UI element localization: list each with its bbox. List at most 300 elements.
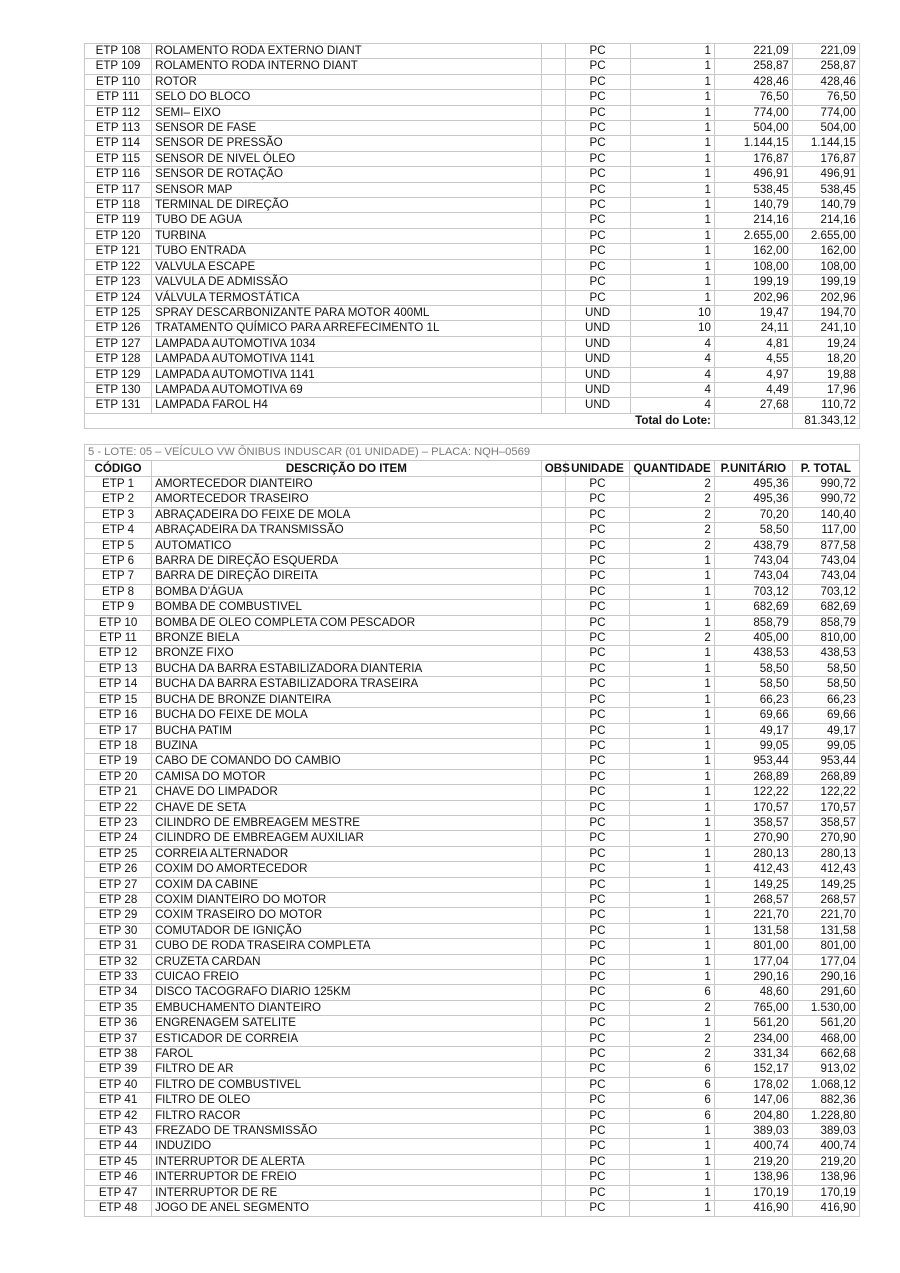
- lot-total-row: [85, 413, 860, 428]
- item-obs: [541, 1016, 565, 1031]
- item-unit-price: 162,00: [714, 244, 792, 259]
- item-total-price: 400,74: [792, 1139, 859, 1154]
- lot-total-spacer: [714, 413, 792, 428]
- item-unit: PC: [565, 646, 630, 661]
- item-obs: [541, 352, 565, 367]
- item-quantity: 6: [630, 1093, 714, 1108]
- item-quantity: 2: [630, 1047, 714, 1062]
- item-code: ETP 128: [85, 352, 152, 367]
- item-unit: PC: [565, 1000, 630, 1015]
- header-unit-price: P.UNITÁRIO: [714, 461, 792, 477]
- item-total-price: 140,40: [792, 507, 859, 522]
- item-obs: [541, 1124, 565, 1139]
- item-description: FILTRO DE OLEO: [152, 1093, 542, 1108]
- item-quantity: 1: [630, 259, 714, 274]
- item-total-price: 1.144,15: [792, 136, 859, 151]
- item-quantity: 1: [630, 970, 714, 985]
- item-quantity: 1: [630, 785, 714, 800]
- item-obs: [541, 492, 565, 507]
- table-row: [85, 1077, 860, 1092]
- item-description: CUICAO FREIO: [152, 970, 542, 985]
- item-unit: PC: [565, 631, 630, 646]
- item-description: BARRA DE DIREÇÃO DIREITA: [152, 569, 542, 584]
- item-code: ETP 35: [85, 1000, 152, 1015]
- table-row: [85, 661, 860, 676]
- item-quantity: 6: [630, 1062, 714, 1077]
- item-description: SPRAY DESCARBONIZANTE PARA MOTOR 400ML: [152, 305, 542, 320]
- lot-4-items-table: [84, 43, 860, 429]
- item-unit-price: 219,20: [714, 1154, 792, 1169]
- item-quantity: 1: [630, 105, 714, 120]
- item-total-price: 58,50: [792, 677, 859, 692]
- item-unit: PC: [565, 507, 630, 522]
- item-description: INTERRUPTOR DE RE: [152, 1185, 542, 1200]
- item-unit: PC: [565, 1062, 630, 1077]
- item-description: AMORTECEDOR TRASEIRO: [152, 492, 542, 507]
- item-description: BARRA DE DIREÇÃO ESQUERDA: [152, 554, 542, 569]
- item-quantity: 1: [630, 877, 714, 892]
- item-obs: [541, 1047, 565, 1062]
- table-row: [85, 1154, 860, 1169]
- item-total-price: 538,45: [792, 182, 859, 197]
- table-row: [85, 352, 860, 367]
- table-row: [85, 677, 860, 692]
- item-description: SENSOR DE PRESSÃO: [152, 136, 542, 151]
- table-row: [85, 815, 860, 830]
- table-row: [85, 892, 860, 907]
- item-obs: [541, 1093, 565, 1108]
- item-quantity: 1: [630, 1201, 714, 1216]
- item-obs: [541, 1077, 565, 1092]
- item-quantity: 1: [630, 182, 714, 197]
- item-unit: PC: [565, 738, 630, 753]
- item-total-price: 290,16: [792, 970, 859, 985]
- item-unit-price: 743,04: [714, 554, 792, 569]
- item-unit-price: 176,87: [714, 151, 792, 166]
- item-description: ESTICADOR DE CORREIA: [152, 1031, 542, 1046]
- item-obs: [541, 105, 565, 120]
- item-code: ETP 20: [85, 769, 152, 784]
- item-unit-price: 149,25: [714, 877, 792, 892]
- item-unit: PC: [565, 59, 630, 74]
- table-row: [85, 523, 860, 538]
- item-unit-price: 258,87: [714, 59, 792, 74]
- table-row: [85, 74, 860, 89]
- item-code: ETP 10: [85, 615, 152, 630]
- item-quantity: 1: [630, 723, 714, 738]
- item-obs: [541, 569, 565, 584]
- item-unit-price: 268,57: [714, 892, 792, 907]
- item-unit-price: 358,57: [714, 815, 792, 830]
- item-code: ETP 30: [85, 923, 152, 938]
- item-total-price: 66,23: [792, 692, 859, 707]
- item-unit-price: 4,49: [714, 382, 792, 397]
- table-row: [85, 754, 860, 769]
- item-unit: PC: [565, 754, 630, 769]
- item-unit-price: 438,79: [714, 538, 792, 553]
- item-total-price: 412,43: [792, 862, 859, 877]
- item-description: AUTOMATICO: [152, 538, 542, 553]
- item-code: ETP 38: [85, 1047, 152, 1062]
- item-description: TERMINAL DE DIREÇÃO: [152, 198, 542, 213]
- item-description: JOGO DE ANEL SEGMENTO: [152, 1201, 542, 1216]
- item-description: LAMPADA FAROL H4: [152, 398, 542, 413]
- item-code: ETP 25: [85, 846, 152, 861]
- item-description: COXIM TRASEIRO DO MOTOR: [152, 908, 542, 923]
- table-row: [85, 136, 860, 151]
- item-code: ETP 115: [85, 151, 152, 166]
- item-unit: PC: [565, 908, 630, 923]
- item-obs: [541, 985, 565, 1000]
- item-total-price: 743,04: [792, 569, 859, 584]
- item-obs: [541, 244, 565, 259]
- table-row: [85, 1000, 860, 1015]
- item-unit: PC: [565, 275, 630, 290]
- item-total-price: 241,10: [792, 321, 859, 336]
- item-total-price: 662,68: [792, 1047, 859, 1062]
- item-obs: [541, 259, 565, 274]
- item-quantity: 1: [630, 1016, 714, 1031]
- item-total-price: 416,90: [792, 1201, 859, 1216]
- table-row: [85, 584, 860, 599]
- item-obs: [541, 477, 565, 492]
- item-obs: [541, 584, 565, 599]
- table-row: [85, 985, 860, 1000]
- column-header-row: [85, 461, 860, 477]
- item-unit-price: 268,89: [714, 769, 792, 784]
- item-code: ETP 118: [85, 198, 152, 213]
- item-description: SEMI– EIXO: [152, 105, 542, 120]
- item-unit-price: 202,96: [714, 290, 792, 305]
- item-obs: [541, 892, 565, 907]
- item-unit: PC: [565, 477, 630, 492]
- table-row: [85, 477, 860, 492]
- table-row: [85, 1108, 860, 1123]
- item-obs: [541, 785, 565, 800]
- item-quantity: 4: [630, 336, 714, 351]
- table-row: [85, 492, 860, 507]
- item-obs: [541, 615, 565, 630]
- item-description: CRUZETA CARDAN: [152, 954, 542, 969]
- table-row: [85, 723, 860, 738]
- table-row: [85, 1062, 860, 1077]
- item-quantity: 1: [630, 815, 714, 830]
- item-quantity: 10: [630, 321, 714, 336]
- item-unit: PC: [565, 1170, 630, 1185]
- item-description: ROLAMENTO RODA EXTERNO DIANT: [152, 44, 542, 59]
- item-quantity: 2: [630, 492, 714, 507]
- item-description: VÁLVULA TERMOSTÁTICA: [152, 290, 542, 305]
- item-code: ETP 131: [85, 398, 152, 413]
- item-unit: PC: [565, 554, 630, 569]
- item-code: ETP 9: [85, 600, 152, 615]
- item-unit-price: 27,68: [714, 398, 792, 413]
- item-quantity: 1: [630, 831, 714, 846]
- header-code: CÓDIGO: [85, 461, 152, 477]
- item-code: ETP 8: [85, 584, 152, 599]
- table-row: [85, 167, 860, 182]
- item-total-price: 428,46: [792, 74, 859, 89]
- item-quantity: 4: [630, 367, 714, 382]
- item-description: LAMPADA AUTOMOTIVA 1141: [152, 367, 542, 382]
- item-unit: PC: [565, 1077, 630, 1092]
- table-row: [85, 708, 860, 723]
- item-unit: UND: [565, 321, 630, 336]
- table-row: [85, 1124, 860, 1139]
- item-unit-price: 49,17: [714, 723, 792, 738]
- item-obs: [541, 1000, 565, 1015]
- item-obs: [541, 908, 565, 923]
- table-row: [85, 151, 860, 166]
- table-row: [85, 1093, 860, 1108]
- table-row: [85, 939, 860, 954]
- item-unit-price: 58,50: [714, 523, 792, 538]
- item-unit: UND: [565, 382, 630, 397]
- item-unit-price: 428,46: [714, 74, 792, 89]
- item-unit-price: 234,00: [714, 1031, 792, 1046]
- item-description: BOMBA DE COMBUSTIVEL: [152, 600, 542, 615]
- item-description: CABO DE COMANDO DO CAMBIO: [152, 754, 542, 769]
- item-code: ETP 125: [85, 305, 152, 320]
- item-total-price: 170,19: [792, 1185, 859, 1200]
- item-total-price: 202,96: [792, 290, 859, 305]
- item-quantity: 10: [630, 305, 714, 320]
- item-quantity: 2: [630, 523, 714, 538]
- item-quantity: 1: [630, 554, 714, 569]
- table-row: [85, 1170, 860, 1185]
- item-quantity: 1: [630, 90, 714, 105]
- item-quantity: 4: [630, 382, 714, 397]
- item-quantity: 1: [630, 1154, 714, 1169]
- table-row: [85, 862, 860, 877]
- item-unit-price: 765,00: [714, 1000, 792, 1015]
- item-unit-price: 2.655,00: [714, 228, 792, 243]
- item-obs: [541, 708, 565, 723]
- item-unit-price: 214,16: [714, 213, 792, 228]
- item-unit-price: 108,00: [714, 259, 792, 274]
- item-code: ETP 14: [85, 677, 152, 692]
- item-unit-price: 221,70: [714, 908, 792, 923]
- item-code: ETP 18: [85, 738, 152, 753]
- item-unit-price: 280,13: [714, 846, 792, 861]
- item-description: SENSOR DE ROTAÇÃO: [152, 167, 542, 182]
- item-total-price: 268,89: [792, 769, 859, 784]
- item-total-price: 117,00: [792, 523, 859, 538]
- item-code: ETP 43: [85, 1124, 152, 1139]
- item-unit-price: 538,45: [714, 182, 792, 197]
- table-row: [85, 244, 860, 259]
- item-quantity: 1: [630, 754, 714, 769]
- item-unit: PC: [565, 831, 630, 846]
- item-description: FILTRO DE AR: [152, 1062, 542, 1077]
- item-code: ETP 111: [85, 90, 152, 105]
- item-unit: PC: [565, 846, 630, 861]
- item-description: BRONZE BIELA: [152, 631, 542, 646]
- item-unit-price: 405,00: [714, 631, 792, 646]
- item-unit: PC: [565, 151, 630, 166]
- item-obs: [541, 923, 565, 938]
- item-obs: [541, 939, 565, 954]
- item-unit-price: 4,81: [714, 336, 792, 351]
- item-description: COMUTADOR DE IGNIÇÃO: [152, 923, 542, 938]
- item-unit-price: 170,19: [714, 1185, 792, 1200]
- item-total-price: 389,03: [792, 1124, 859, 1139]
- item-obs: [541, 769, 565, 784]
- item-description: BOMBA D'ÁGUA: [152, 584, 542, 599]
- item-quantity: 6: [630, 1108, 714, 1123]
- item-code: ETP 127: [85, 336, 152, 351]
- item-quantity: 1: [630, 44, 714, 59]
- item-obs: [541, 167, 565, 182]
- item-obs: [541, 954, 565, 969]
- item-quantity: 1: [630, 769, 714, 784]
- item-quantity: 1: [630, 908, 714, 923]
- item-obs: [541, 631, 565, 646]
- table-row: [85, 908, 860, 923]
- item-quantity: 1: [630, 923, 714, 938]
- item-code: ETP 33: [85, 970, 152, 985]
- item-unit-price: 122,22: [714, 785, 792, 800]
- item-unit-price: 58,50: [714, 677, 792, 692]
- item-quantity: 1: [630, 892, 714, 907]
- item-total-price: 99,05: [792, 738, 859, 753]
- item-obs: [541, 398, 565, 413]
- item-unit: PC: [565, 692, 630, 707]
- item-obs: [541, 661, 565, 676]
- item-obs: [541, 507, 565, 522]
- item-total-price: 561,20: [792, 1016, 859, 1031]
- item-code: ETP 114: [85, 136, 152, 151]
- item-total-price: 2.655,00: [792, 228, 859, 243]
- item-code: ETP 42: [85, 1108, 152, 1123]
- item-unit-price: 177,04: [714, 954, 792, 969]
- item-unit-price: 131,58: [714, 923, 792, 938]
- item-unit-price: 19,47: [714, 305, 792, 320]
- item-obs: [541, 846, 565, 861]
- item-description: BUCHA DO FEIXE DE MOLA: [152, 708, 542, 723]
- item-total-price: 221,70: [792, 908, 859, 923]
- item-quantity: 1: [630, 167, 714, 182]
- item-description: COXIM DO AMORTECEDOR: [152, 862, 542, 877]
- item-obs: [541, 1108, 565, 1123]
- item-unit: PC: [565, 259, 630, 274]
- header-description: DESCRIÇÃO DO ITEM: [152, 461, 542, 477]
- item-code: ETP 23: [85, 815, 152, 830]
- item-quantity: 1: [630, 738, 714, 753]
- item-description: INDUZIDO: [152, 1139, 542, 1154]
- item-description: EMBUCHAMENTO DIANTEIRO: [152, 1000, 542, 1015]
- item-total-price: 682,69: [792, 600, 859, 615]
- item-total-price: 221,09: [792, 44, 859, 59]
- item-total-price: 268,57: [792, 892, 859, 907]
- item-quantity: 2: [630, 477, 714, 492]
- item-total-price: 177,04: [792, 954, 859, 969]
- item-total-price: 703,12: [792, 584, 859, 599]
- item-quantity: 1: [630, 862, 714, 877]
- table-row: [85, 305, 860, 320]
- item-total-price: 138,96: [792, 1170, 859, 1185]
- item-code: ETP 27: [85, 877, 152, 892]
- item-unit-price: 703,12: [714, 584, 792, 599]
- item-unit-price: 495,36: [714, 477, 792, 492]
- table-row: [85, 382, 860, 397]
- item-code: ETP 1: [85, 477, 152, 492]
- item-unit-price: 801,00: [714, 939, 792, 954]
- item-total-price: 122,22: [792, 785, 859, 800]
- table-row: [85, 1139, 860, 1154]
- item-unit: PC: [565, 769, 630, 784]
- item-code: ETP 5: [85, 538, 152, 553]
- header-total-price: P. TOTAL: [792, 461, 859, 477]
- item-obs: [541, 738, 565, 753]
- item-unit-price: 140,79: [714, 198, 792, 213]
- item-unit-price: 99,05: [714, 738, 792, 753]
- item-unit: PC: [565, 228, 630, 243]
- item-code: ETP 26: [85, 862, 152, 877]
- item-total-price: 69,66: [792, 708, 859, 723]
- item-unit: PC: [565, 1201, 630, 1216]
- item-description: FREZADO DE TRANSMISSÃO: [152, 1124, 542, 1139]
- item-unit-price: 70,20: [714, 507, 792, 522]
- item-unit: PC: [565, 492, 630, 507]
- table-row: [85, 44, 860, 59]
- item-quantity: 2: [630, 631, 714, 646]
- item-quantity: 1: [630, 1124, 714, 1139]
- item-description: FAROL: [152, 1047, 542, 1062]
- item-code: ETP 120: [85, 228, 152, 243]
- item-unit: PC: [565, 862, 630, 877]
- item-total-price: 1.530,00: [792, 1000, 859, 1015]
- item-unit: UND: [565, 367, 630, 382]
- item-unit-price: 561,20: [714, 1016, 792, 1031]
- item-quantity: 2: [630, 1031, 714, 1046]
- item-unit-price: 199,19: [714, 275, 792, 290]
- item-unit: PC: [565, 1108, 630, 1123]
- item-total-price: 270,90: [792, 831, 859, 846]
- item-code: ETP 28: [85, 892, 152, 907]
- item-description: ROLAMENTO RODA INTERNO DIANT: [152, 59, 542, 74]
- item-total-price: 108,00: [792, 259, 859, 274]
- header-obs: OBS: [541, 461, 565, 477]
- item-total-price: 877,58: [792, 538, 859, 553]
- item-quantity: 1: [630, 569, 714, 584]
- item-total-price: 810,00: [792, 631, 859, 646]
- item-unit: PC: [565, 1031, 630, 1046]
- item-unit: PC: [565, 939, 630, 954]
- item-total-price: 199,19: [792, 275, 859, 290]
- item-description: CUBO DE RODA TRASEIRA COMPLETA: [152, 939, 542, 954]
- item-quantity: 1: [630, 800, 714, 815]
- table-row: [85, 507, 860, 522]
- item-unit-price: 204,80: [714, 1108, 792, 1123]
- item-description: CHAVE DO LIMPADOR: [152, 785, 542, 800]
- item-quantity: 1: [630, 584, 714, 599]
- item-description: TUBO DE AGUA: [152, 213, 542, 228]
- item-unit: PC: [565, 213, 630, 228]
- item-quantity: 1: [630, 939, 714, 954]
- item-unit-price: 270,90: [714, 831, 792, 846]
- item-code: ETP 4: [85, 523, 152, 538]
- item-total-price: 953,44: [792, 754, 859, 769]
- item-total-price: 743,04: [792, 554, 859, 569]
- item-obs: [541, 305, 565, 320]
- item-unit: PC: [565, 290, 630, 305]
- item-obs: [541, 538, 565, 553]
- lot-5-items-table: [84, 444, 860, 1217]
- item-code: ETP 116: [85, 167, 152, 182]
- item-obs: [541, 1170, 565, 1185]
- item-description: COXIM DIANTEIRO DO MOTOR: [152, 892, 542, 907]
